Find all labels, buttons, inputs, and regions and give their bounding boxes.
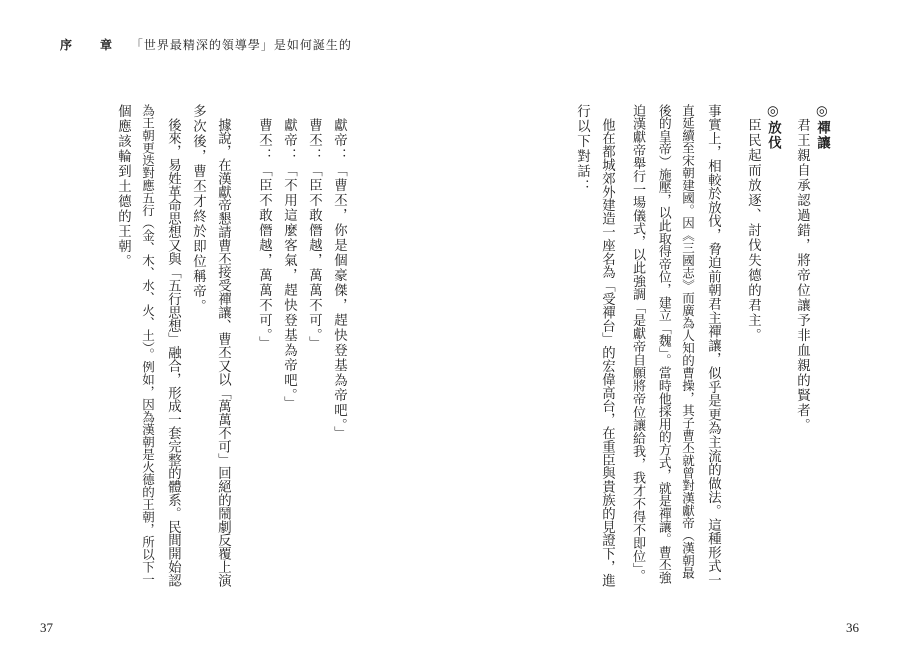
text-column-16: 多次後，曹丕才終於即位稱帝。 bbox=[190, 104, 206, 314]
text-column-8: 他在都城郊外建造一座名為「受禪台」的宏偉高台，在重臣與貴族的見證下，進 bbox=[599, 118, 615, 587]
chapter-title: 「世界最精深的領導學」是如何誕生的 bbox=[130, 38, 352, 52]
text-column-19: 個應該輪到土德的王朝。 bbox=[115, 104, 131, 269]
dialogue-line-1: 獻帝：「曹丕，你是個豪傑，趕快登基為帝吧。」 bbox=[331, 118, 347, 442]
text-column-6: 後的皇帝）施壓，以此取得帝位，建立「魏」。當時他採用的方式，就是禪讓。曹丕強 bbox=[655, 104, 671, 584]
dialogue-line-2: 曹丕：「臣不敢僭越，萬萬不可。」 bbox=[306, 118, 322, 352]
text-column-18: 為王朝更迭對應五行（金、木、水、火、土）。例如，因為漢朝是火德的王朝，所以下一 bbox=[140, 104, 156, 586]
chapter-label: 序 章 bbox=[60, 38, 121, 52]
text-column-17: 後來，易姓革命思想又與「五行思想」融合，形成一套完整的體系。民間開始認 bbox=[165, 118, 181, 587]
text-column-4: 事實上，相較於放伐，脅迫前朝君主禪讓，似乎是更為主流的做法。這種形式一 bbox=[705, 104, 721, 587]
text-column-15: 據說，在漢獻帝懇請曹丕接受禪讓、曹丕又以「萬萬不可」回絕的鬧劇反覆上演 bbox=[215, 118, 231, 587]
heading-shanrang: ◎禪讓 bbox=[814, 104, 830, 151]
text-column-1: 君王親自承認過錯，將帝位讓予非血親的賢者。 bbox=[794, 118, 810, 433]
text-column-3: 臣民起而放逐、討伐失德的君主。 bbox=[745, 118, 761, 343]
heading-fangfa: ◎放伐 bbox=[765, 104, 781, 151]
running-header bbox=[60, 36, 352, 53]
page-number-left: 37 bbox=[40, 620, 53, 635]
text-column-9: 行以下對話： bbox=[574, 104, 590, 194]
text-column-7: 迫漢獻帝舉行一場儀式，以此強調「是獻帝自願將帝位讓給我，我才不得不即位」。 bbox=[630, 104, 646, 583]
dialogue-line-3: 獻帝：「不用這麼客氣，趕快登基為帝吧。」 bbox=[281, 118, 297, 412]
text-column-5: 直延續至宋朝建國。因《三國志》而廣為人知的曹操，其子曹丕就曾對漢獻帝（漢朝最 bbox=[680, 104, 696, 579]
page-number-right: 36 bbox=[846, 620, 859, 635]
dialogue-line-4: 曹丕：「臣不敢僭越，萬萬不可。」 bbox=[256, 118, 272, 352]
